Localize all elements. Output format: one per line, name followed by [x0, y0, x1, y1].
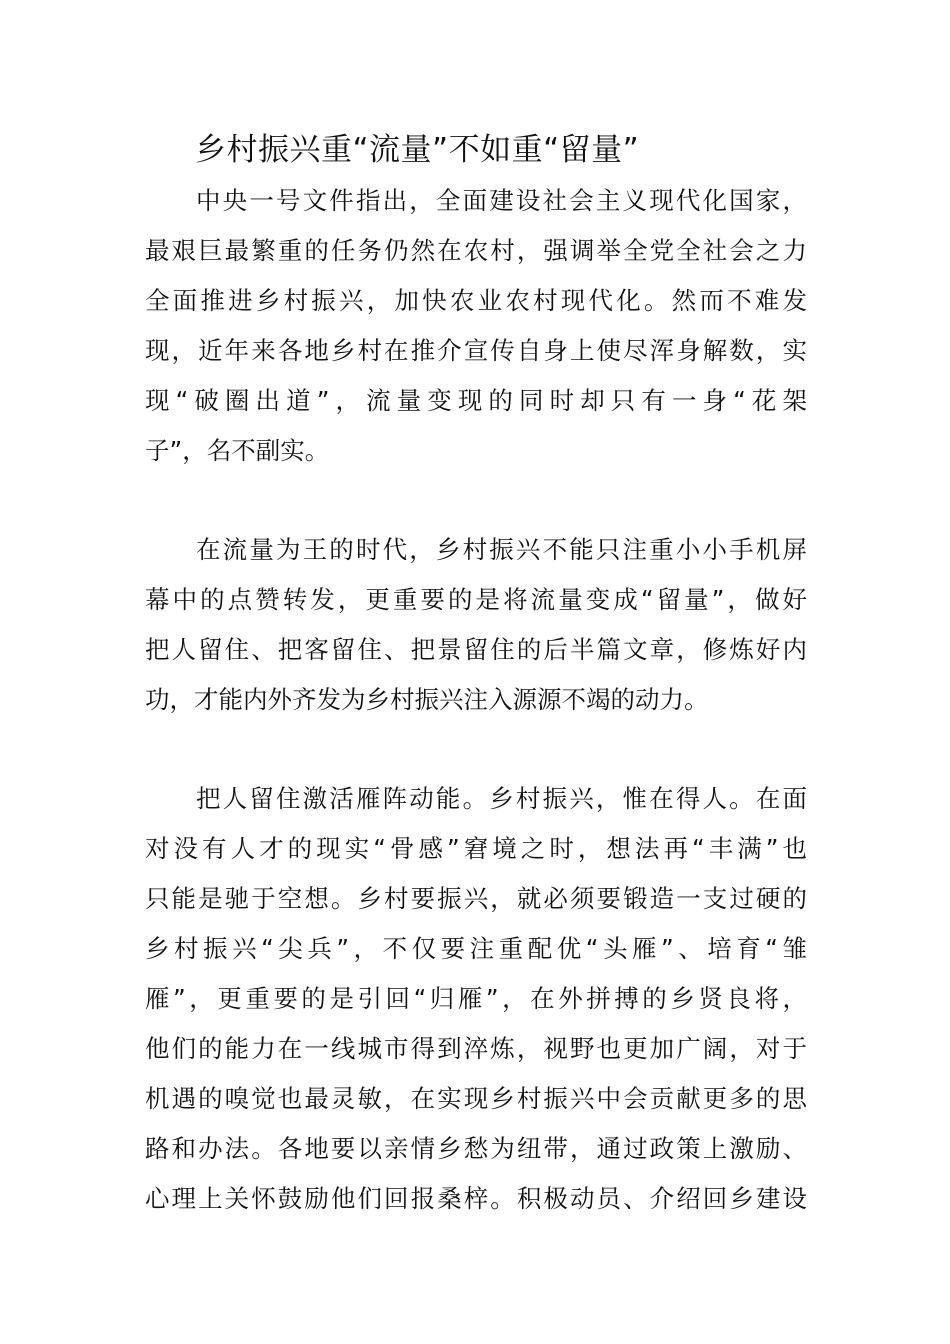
paragraph-line: 把人留住激活雁阵动能。乡村振兴，惟在得人。在面 [196, 784, 807, 813]
paragraph-line: 把人留住、把客留住、把景留住的后半篇文章，修炼好内 [145, 635, 807, 664]
paragraph-line: 子”，名不副实。 [145, 436, 330, 465]
paragraph-line: 机遇的嗅觉也最灵敏，在实现乡村振兴中会贡献更多的思 [145, 1084, 807, 1113]
document-title: 乡村振兴重“流量”不如重“留量” [195, 132, 640, 168]
paragraph-1 [145, 176, 807, 476]
paragraph-line: 对没有人才的现实“骨感”窘境之时，想法再“丰满”也 [145, 834, 807, 863]
paragraph-line: 他们的能力在一线城市得到淬炼，视野也更加广阔，对于 [145, 1034, 807, 1063]
paragraph-line: 路和办法。各地要以亲情乡愁为纽带，通过政策上激励、 [145, 1134, 807, 1163]
paragraph-line: 中央一号文件指出，全面建设社会主义现代化国家， [196, 186, 807, 215]
paragraph-3 [145, 774, 807, 1224]
paragraph-line: 心理上关怀鼓励他们回报桑梓。积极动员、介绍回乡建设 [145, 1184, 807, 1213]
paragraph-line: 全面推进乡村振兴，加快农业农村现代化。然而不难发 [145, 286, 807, 315]
paragraph-line: 最艰巨最繁重的任务仍然在农村，强调举全党全社会之力 [145, 236, 807, 265]
paragraph-line: 功，才能内外齐发为乡村振兴注入源源不竭的动力。 [145, 685, 709, 714]
paragraph-line: 在流量为王的时代，乡村振兴不能只注重小小手机屏 [196, 535, 807, 564]
paragraph-line: 现，近年来各地乡村在推介宣传自身上使尽浑身解数，实 [145, 336, 807, 365]
paragraph-line: 乡村振兴“尖兵”，不仅要注重配优“头雁”、培育“雏 [145, 934, 807, 963]
paragraph-2 [145, 525, 807, 725]
paragraph-line: 现“破圈出道”，流量变现的同时却只有一身“花架 [145, 386, 807, 415]
paragraph-line: 只能是驰于空想。乡村要振兴，就必须要锻造一支过硬的 [145, 884, 807, 913]
paragraph-line: 雁”，更重要的是引回“归雁”，在外拼搏的乡贤良将， [145, 984, 807, 1013]
paragraph-line: 幕中的点赞转发，更重要的是将流量变成“留量”，做好 [145, 585, 807, 614]
